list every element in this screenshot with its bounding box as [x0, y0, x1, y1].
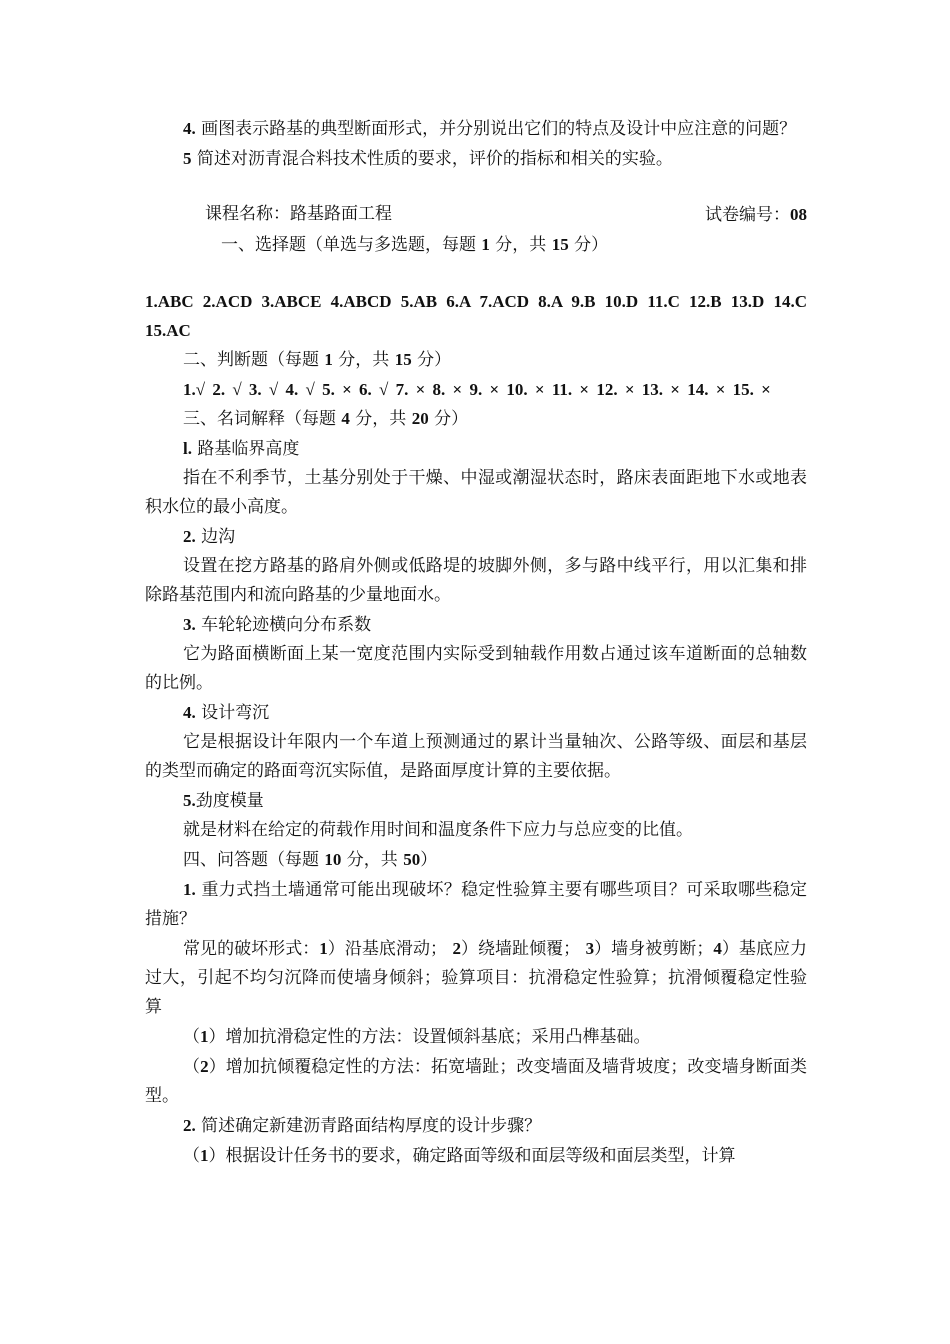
answer-number: 3: [585, 939, 595, 958]
answer-number: 1: [200, 1146, 209, 1165]
section-heading-terms: [145, 404, 807, 434]
answer-text: ）绕墙趾倾覆；: [460, 939, 586, 959]
answer-number: 2: [452, 939, 461, 958]
section-heading-qa: [145, 845, 807, 875]
heading-number: 15: [551, 235, 569, 254]
answer-number: 1: [319, 939, 328, 958]
heading-number: 1: [481, 235, 490, 254]
exam-header: [145, 200, 807, 230]
answer-text: （: [183, 1027, 200, 1047]
question-number: 4.: [183, 119, 196, 138]
term-name: 路基临界高度: [191, 439, 300, 459]
term-title: [145, 522, 807, 552]
heading-number: 4: [341, 409, 350, 428]
heading-number: 20: [411, 409, 429, 428]
section-heading-choice: [145, 230, 807, 260]
heading-text: 三、名词解释（每题: [183, 409, 342, 429]
heading-text: 分，共: [341, 850, 404, 870]
qa-answer-1-measure-1: [145, 1022, 807, 1052]
term-title: [145, 434, 807, 464]
term-definition: 它为路面横断面上某一宽度范围内实际受到轴载作用数占通过该车道断面的总轴数的比例。: [145, 644, 807, 693]
answer-text: （: [183, 1146, 200, 1166]
qa-answer-1-measure-2: [145, 1052, 807, 1111]
question-number: 1.: [183, 880, 196, 899]
term-number: 2.: [183, 527, 196, 546]
document-page: [145, 114, 807, 1171]
term-name: 劲度模量: [195, 791, 264, 811]
term-name: 车轮轮迹横向分布系数: [195, 615, 372, 635]
heading-text: 分）: [428, 409, 469, 429]
answer-text: ）增加抗倾覆稳定性的方法：拓宽墙趾；改变墙面及墙背坡度；改变墙身断面类型。: [145, 1057, 808, 1106]
heading-number: 1: [324, 350, 333, 369]
term-number: l.: [183, 439, 192, 458]
paper-number-value: 08: [790, 205, 807, 224]
heading-text: 一、选择题（单选与多选题，每题: [221, 235, 482, 255]
term-title: [145, 786, 807, 816]
term-number: 4.: [183, 703, 196, 722]
term-number: 3.: [183, 615, 196, 634]
answer-number: 4: [713, 939, 722, 958]
question-text: 画图表示路基的典型断面形式，并分别说出它们的特点及设计中应注意的问题？: [195, 119, 797, 139]
heading-text: 分）: [568, 235, 609, 255]
answer-number: 2: [200, 1057, 209, 1076]
heading-number: 15: [394, 350, 412, 369]
question-number: 5: [183, 149, 192, 168]
term-title: [145, 610, 807, 640]
paper-number-label: 试卷编号：: [705, 205, 790, 225]
heading-number: 10: [324, 850, 342, 869]
question-text: 简述确定新建沥青路面结构厚度的设计步骤？: [195, 1116, 542, 1136]
term-title: [145, 698, 807, 728]
answer-text: ）墙身被剪断；: [594, 939, 714, 959]
heading-text: 分，共: [349, 409, 412, 429]
heading-text: 二、判断题（每题: [183, 350, 325, 370]
question-4-prev: [145, 114, 807, 144]
question-text: 重力式挡土墙通常可能出现破坏？稳定性验算主要有哪些项目？可采取哪些稳定措施？: [145, 880, 807, 929]
paper-number: [705, 200, 807, 230]
qa-answer-1: [145, 934, 807, 1022]
heading-text: 分，共: [489, 235, 552, 255]
choice-answers: 1.ABC 2.ACD 3.ABCE 4.ABCD 5.AB 6.A 7.ACD 8.A 9.B 10.D 11.C 12.B 13.D 14.C 15.AC: [145, 292, 807, 340]
section-heading-true-false: [145, 345, 807, 375]
term-number: 5.: [183, 791, 196, 810]
question-number: 2.: [183, 1116, 196, 1135]
true-false-answers: 1.√ 2. √ 3. √ 4. √ 5. × 6. √ 7. × 8. × 9. × 10. × 11. × 12. × 13. × 14. × 15. ×: [183, 380, 771, 399]
answer-text: ）根据设计任务书的要求，确定路面等级和面层等级和面层类型，计算: [208, 1146, 736, 1166]
answer-text: ）基底应力过大，引起不均匀沉降而使墙身倾斜；验算项目：抗滑稳定性验算；抗滑倾覆稳定性验算: [145, 939, 808, 1017]
course-name: 课程名称：路基路面工程: [205, 204, 392, 224]
heading-text: 四、问答题（每题: [183, 850, 325, 870]
question-5-prev: [145, 144, 807, 174]
heading-text: ）: [420, 850, 438, 870]
term-definition: 它是根据设计年限内一个车道上预测通过的累计当量轴次、公路等级、面层和基层的类型而确定的路面弯沉实际值，是路面厚度计算的主要依据。: [145, 732, 807, 781]
answer-text: （: [183, 1057, 201, 1077]
term-definition: 就是材料在给定的荷载作用时间和温度条件下应力与总应变的比值。: [183, 820, 693, 840]
answer-number: 1: [200, 1027, 209, 1046]
heading-number: 50: [403, 850, 421, 869]
qa-question-1: [145, 875, 807, 934]
term-name: 设计弯沉: [195, 703, 270, 723]
heading-text: 分）: [411, 350, 452, 370]
question-text: 简述对沥青混合料技术性质的要求，评价的指标和相关的实验。: [191, 149, 673, 169]
answer-text: 常见的破坏形式：: [183, 939, 320, 959]
qa-answer-2-step-1: [145, 1141, 807, 1171]
heading-text: 分，共: [332, 350, 395, 370]
term-definition: 指在不利季节，土基分别处于干燥、中湿或潮湿状态时，路床表面距地下水或地表积水位的最小高度。: [145, 468, 807, 517]
term-definition: 设置在挖方路基的路肩外侧或低路堤的坡脚外侧，多与路中线平行，用以汇集和排除路基范围内和流向路基的少量地面水。: [145, 556, 807, 605]
term-name: 边沟: [195, 527, 236, 547]
qa-question-2: [145, 1111, 807, 1141]
answer-text: ）增加抗滑稳定性的方法：设置倾斜基底；采用凸榫基础。: [208, 1027, 651, 1047]
answer-text: ）沿基底滑动；: [327, 939, 453, 959]
